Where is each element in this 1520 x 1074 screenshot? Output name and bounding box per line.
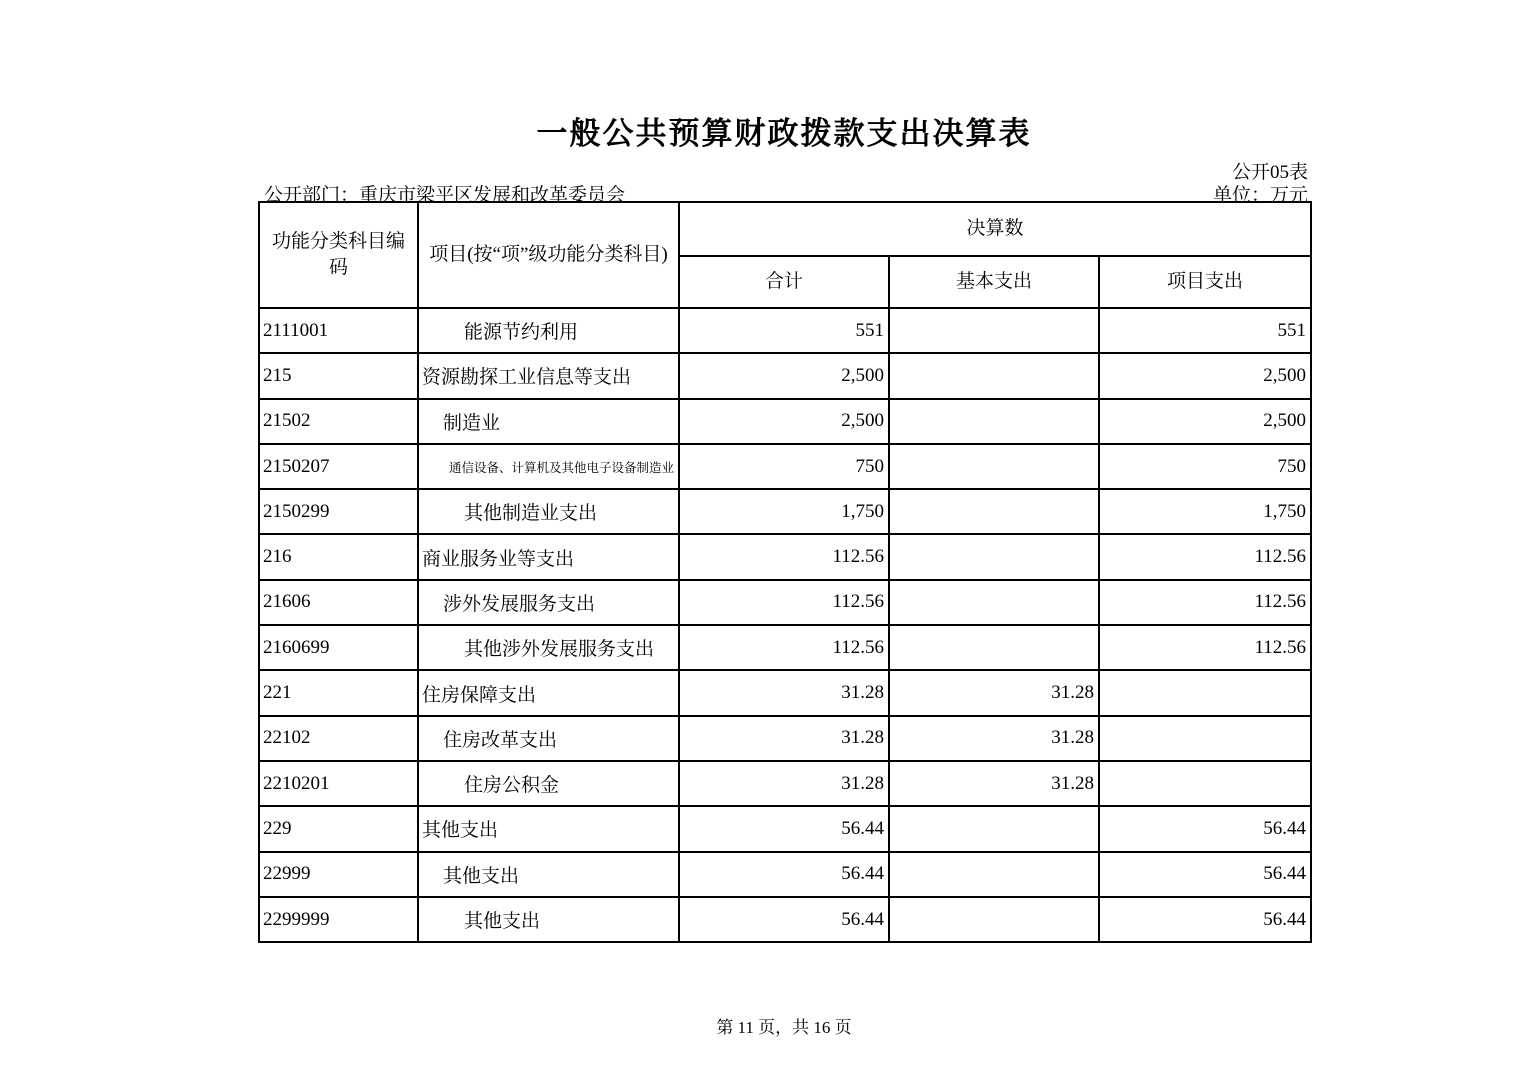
- code-cell: 21606: [259, 580, 418, 625]
- budget-table: [258, 201, 1312, 943]
- item-cell: 制造业: [418, 399, 679, 444]
- total-cell: 112.56: [679, 625, 889, 670]
- item-cell: 住房公积金: [418, 761, 679, 806]
- item-cell: 通信设备、计算机及其他电子设备制造业: [418, 444, 679, 489]
- item-cell: 其他制造业支出: [418, 489, 679, 534]
- code-cell: 216: [259, 534, 418, 579]
- total-cell: 56.44: [679, 806, 889, 851]
- total-cell: 750: [679, 444, 889, 489]
- code-cell: 2210201: [259, 761, 418, 806]
- table-row: [259, 852, 1311, 897]
- basic-cell: 31.28: [889, 761, 1099, 806]
- code-cell: 2160699: [259, 625, 418, 670]
- unit-label: 单位：万元: [1212, 185, 1308, 206]
- project-cell: [1099, 761, 1311, 806]
- table-row: [259, 806, 1311, 851]
- project-cell: 1,750: [1099, 489, 1311, 534]
- project-cell: 56.44: [1099, 852, 1311, 897]
- basic-cell: [889, 534, 1099, 579]
- item-cell: 其他涉外发展服务支出: [418, 625, 679, 670]
- basic-cell: [889, 580, 1099, 625]
- total-cell: 31.28: [679, 670, 889, 715]
- table-code-label: 公开05表: [1231, 162, 1308, 183]
- total-cell: 1,750: [679, 489, 889, 534]
- header-project: 项目支出: [1099, 256, 1311, 308]
- basic-cell: [889, 308, 1099, 353]
- table-row: [259, 625, 1311, 670]
- table-row: [259, 444, 1311, 489]
- code-cell: 22102: [259, 716, 418, 761]
- item-cell: 商业服务业等支出: [418, 534, 679, 579]
- basic-cell: [889, 399, 1099, 444]
- table-row: [259, 399, 1311, 444]
- code-cell: 21502: [259, 399, 418, 444]
- item-cell: 住房保障支出: [418, 670, 679, 715]
- project-cell: 2,500: [1099, 353, 1311, 398]
- department-label: 公开部门：重庆市梁平区发展和改革委员会: [264, 185, 626, 206]
- project-cell: 112.56: [1099, 580, 1311, 625]
- table-row: [259, 580, 1311, 625]
- total-cell: 56.44: [679, 852, 889, 897]
- page-title: 一般公共预算财政拨款支出决算表: [536, 116, 1032, 151]
- item-cell: 资源勘探工业信息等支出: [418, 353, 679, 398]
- basic-cell: 31.28: [889, 670, 1099, 715]
- header-group: 决算数: [679, 202, 1311, 256]
- code-cell: 229: [259, 806, 418, 851]
- total-cell: 2,500: [679, 353, 889, 398]
- project-cell: 750: [1099, 444, 1311, 489]
- header-basic: 基本支出: [889, 256, 1099, 308]
- code-cell: 215: [259, 353, 418, 398]
- project-cell: 56.44: [1099, 897, 1311, 942]
- item-cell: 其他支出: [418, 852, 679, 897]
- code-cell: 22999: [259, 852, 418, 897]
- project-cell: 56.44: [1099, 806, 1311, 851]
- table-body: [259, 308, 1311, 942]
- table-row: [259, 353, 1311, 398]
- table-row: [259, 489, 1311, 534]
- basic-cell: 31.28: [889, 716, 1099, 761]
- project-cell: 112.56: [1099, 625, 1311, 670]
- item-cell: 能源节约利用: [418, 308, 679, 353]
- total-cell: 112.56: [679, 534, 889, 579]
- project-cell: 551: [1099, 308, 1311, 353]
- code-cell: 2150299: [259, 489, 418, 534]
- code-cell: 2150207: [259, 444, 418, 489]
- basic-cell: [889, 806, 1099, 851]
- basic-cell: [889, 444, 1099, 489]
- project-cell: 112.56: [1099, 534, 1311, 579]
- total-cell: 2,500: [679, 399, 889, 444]
- project-cell: [1099, 716, 1311, 761]
- table-row: [259, 308, 1311, 353]
- basic-cell: [889, 852, 1099, 897]
- code-cell: 221: [259, 670, 418, 715]
- total-cell: 551: [679, 308, 889, 353]
- table-row: [259, 716, 1311, 761]
- basic-cell: [889, 489, 1099, 534]
- basic-cell: [889, 897, 1099, 942]
- header-code: 功能分类科目编码: [259, 202, 418, 308]
- table-row: [259, 897, 1311, 942]
- basic-cell: [889, 353, 1099, 398]
- total-cell: 112.56: [679, 580, 889, 625]
- total-cell: 31.28: [679, 761, 889, 806]
- item-cell: 住房改革支出: [418, 716, 679, 761]
- basic-cell: [889, 625, 1099, 670]
- project-cell: [1099, 670, 1311, 715]
- table-row: [259, 761, 1311, 806]
- item-cell: 其他支出: [418, 897, 679, 942]
- project-cell: 2,500: [1099, 399, 1311, 444]
- header-item: 项目(按“项”级功能分类科目): [418, 202, 679, 308]
- total-cell: 56.44: [679, 897, 889, 942]
- code-cell: 2299999: [259, 897, 418, 942]
- code-cell: 2111001: [259, 308, 418, 353]
- total-cell: 31.28: [679, 716, 889, 761]
- item-cell: 涉外发展服务支出: [418, 580, 679, 625]
- page-number: 第 11 页，共 16 页: [716, 1018, 852, 1037]
- table-row: [259, 670, 1311, 715]
- document-page: [258, 0, 1310, 1074]
- header-total: 合计: [679, 256, 889, 308]
- item-cell: 其他支出: [418, 806, 679, 851]
- table-row: [259, 534, 1311, 579]
